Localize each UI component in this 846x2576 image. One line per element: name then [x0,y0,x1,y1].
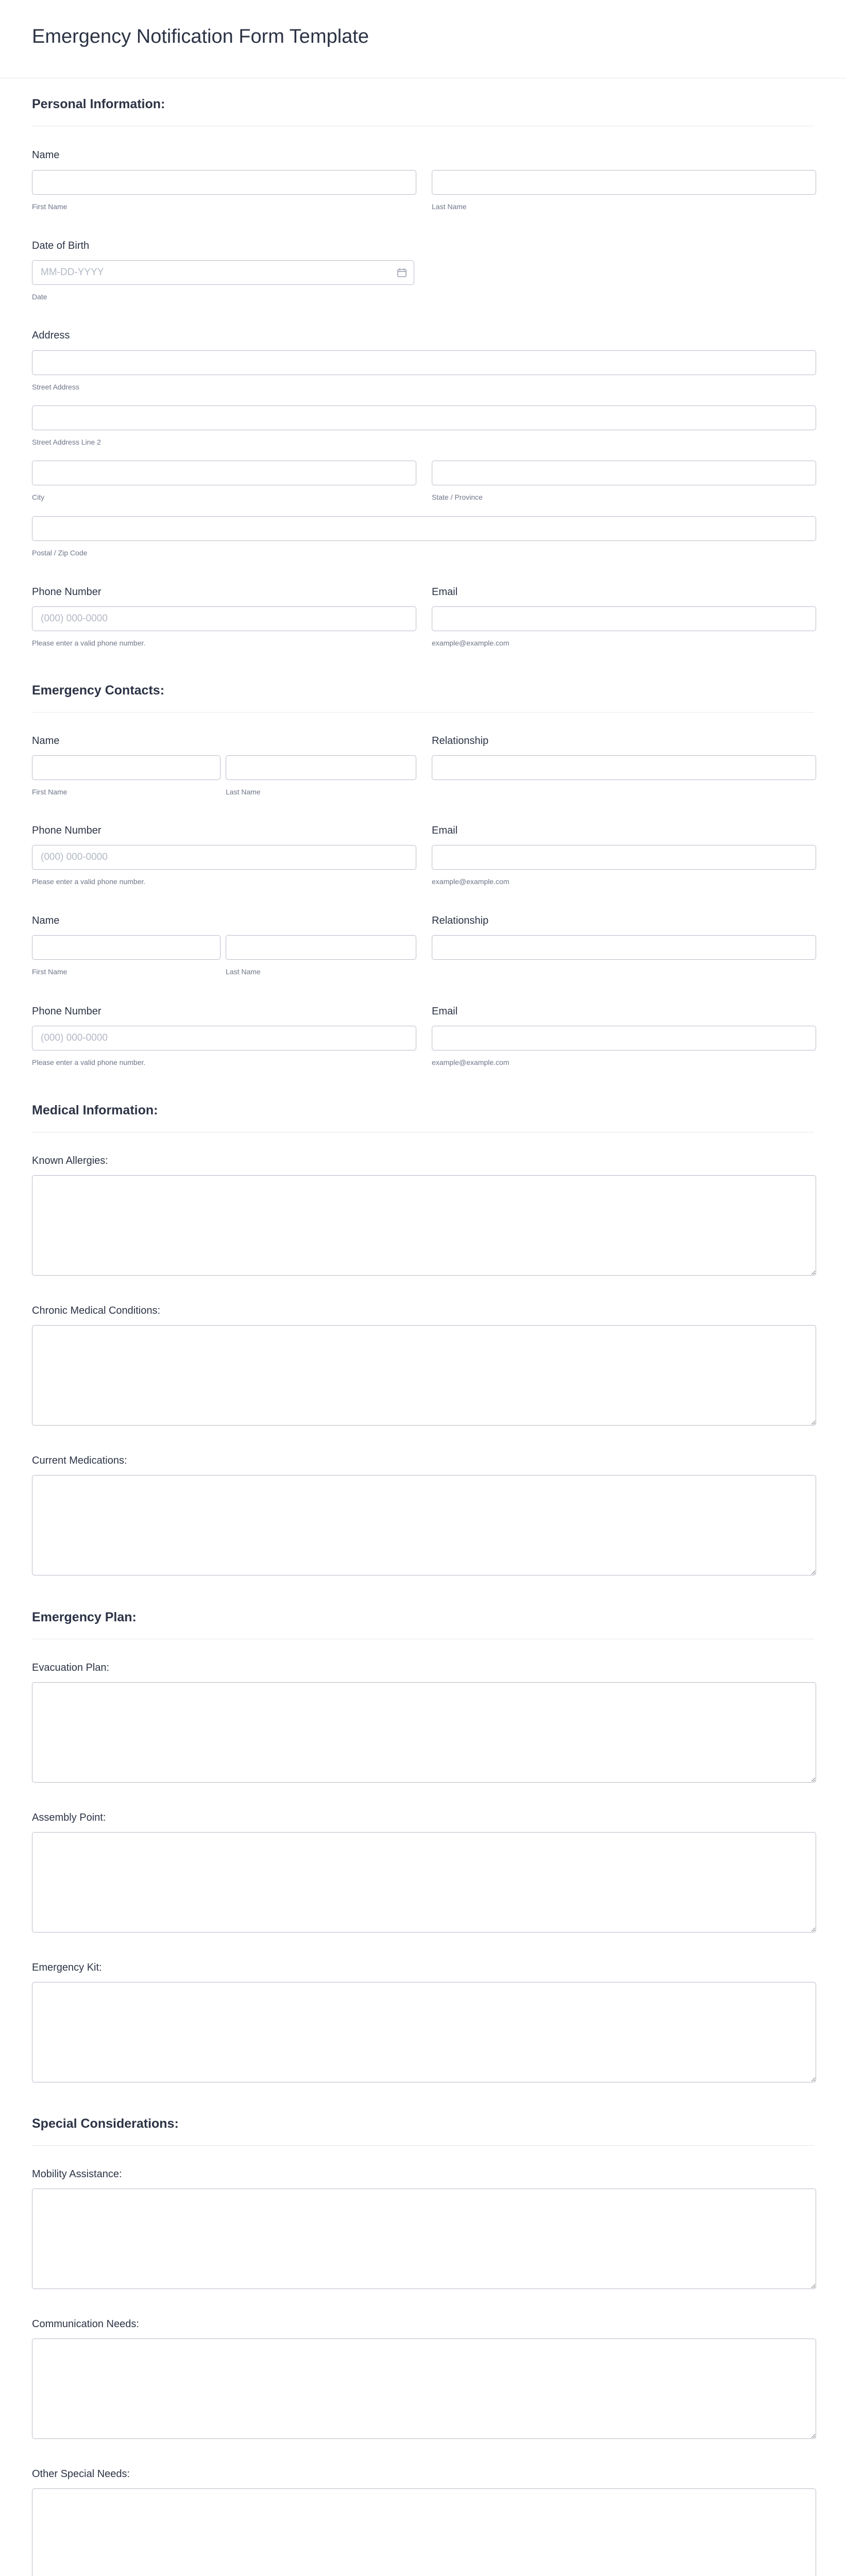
contact-1-last-name-sublabel: Last Name [226,788,261,796]
section-emergency-plan: Emergency Plan: [32,1610,137,1624]
email-label: Email [432,586,458,598]
email-input[interactable] [432,606,816,631]
date-of-birth-label: Date of Birth [32,240,90,251]
contact-2-last-name-input[interactable] [226,935,416,960]
contact-1-relationship-input[interactable] [432,755,816,780]
section-special-considerations: Special Considerations: [32,2116,179,2131]
emergency-kit-label: Emergency Kit: [32,1962,102,1973]
mobility-assistance-label: Mobility Assistance: [32,2168,122,2180]
first-name-input[interactable] [32,170,416,195]
date-sublabel: Date [32,293,47,301]
name-label: Name [32,149,60,161]
medications-textarea[interactable] [32,1475,816,1575]
contact-2-phone-input[interactable] [32,1026,416,1050]
allergies-textarea[interactable] [32,1175,816,1276]
contact-1-phone-hint: Please enter a valid phone number. [32,877,146,886]
street-address-2-sublabel: Street Address Line 2 [32,438,101,446]
street-address-sublabel: Street Address [32,383,79,391]
emergency-kit-textarea[interactable] [32,1982,816,2082]
contact-2-first-name-input[interactable] [32,935,221,960]
contact-1-last-name-input[interactable] [226,755,416,780]
contact-2-first-name-sublabel: First Name [32,968,67,976]
section-divider [32,712,814,713]
section-personal-information: Personal Information: [32,97,165,111]
phone-hint: Please enter a valid phone number. [32,639,146,647]
date-of-birth-field [32,260,414,285]
mobility-assistance-textarea[interactable] [32,2189,816,2289]
contact-2-phone-hint: Please enter a valid phone number. [32,1058,146,1066]
city-input[interactable] [32,461,416,485]
section-medical-information: Medical Information: [32,1103,158,1117]
communication-needs-textarea[interactable] [32,2338,816,2439]
first-name-sublabel: First Name [32,202,67,211]
date-of-birth-input[interactable] [32,260,414,285]
contact-1-phone-label: Phone Number [32,825,101,836]
contact-2-name-label: Name [32,915,60,926]
postal-code-sublabel: Postal / Zip Code [32,549,88,557]
contact-1-first-name-input[interactable] [32,755,221,780]
contact-1-email-hint: example@example.com [432,877,510,886]
contact-1-phone-input[interactable] [32,845,416,870]
form-title: Emergency Notification Form Template [32,26,369,47]
contact-2-relationship-label: Relationship [432,915,489,926]
address-label: Address [32,330,70,341]
contact-2-email-input[interactable] [432,1026,816,1050]
assembly-point-textarea[interactable] [32,1832,816,1933]
allergies-label: Known Allergies: [32,1155,108,1166]
evacuation-plan-label: Evacuation Plan: [32,1662,110,1673]
assembly-point-label: Assembly Point: [32,1812,106,1823]
other-special-needs-textarea[interactable] [32,2488,816,2576]
contact-1-first-name-sublabel: First Name [32,788,67,796]
email-hint: example@example.com [432,639,510,647]
form-header [0,0,846,78]
contact-1-email-input[interactable] [432,845,816,870]
city-sublabel: City [32,493,45,501]
evacuation-plan-textarea[interactable] [32,1682,816,1783]
contact-1-relationship-label: Relationship [432,735,489,747]
street-address-2-input[interactable] [32,405,816,430]
contact-1-email-label: Email [432,825,458,836]
other-special-needs-label: Other Special Needs: [32,2468,130,2480]
contact-2-phone-label: Phone Number [32,1006,101,1017]
postal-code-input[interactable] [32,516,816,541]
medications-label: Current Medications: [32,1455,127,1466]
state-input[interactable] [432,461,816,485]
contact-2-last-name-sublabel: Last Name [226,968,261,976]
chronic-conditions-label: Chronic Medical Conditions: [32,1305,161,1316]
contact-2-email-label: Email [432,1006,458,1017]
section-divider [32,2145,814,2146]
state-sublabel: State / Province [432,493,483,501]
calendar-icon[interactable] [397,267,407,278]
last-name-sublabel: Last Name [432,202,467,211]
communication-needs-label: Communication Needs: [32,2318,139,2330]
section-emergency-contacts: Emergency Contacts: [32,683,165,698]
contact-2-relationship-input[interactable] [432,935,816,960]
contact-1-name-label: Name [32,735,60,747]
phone-label: Phone Number [32,586,101,598]
contact-2-email-hint: example@example.com [432,1058,510,1066]
phone-input[interactable] [32,606,416,631]
last-name-input[interactable] [432,170,816,195]
chronic-conditions-textarea[interactable] [32,1325,816,1426]
street-address-input[interactable] [32,350,816,375]
